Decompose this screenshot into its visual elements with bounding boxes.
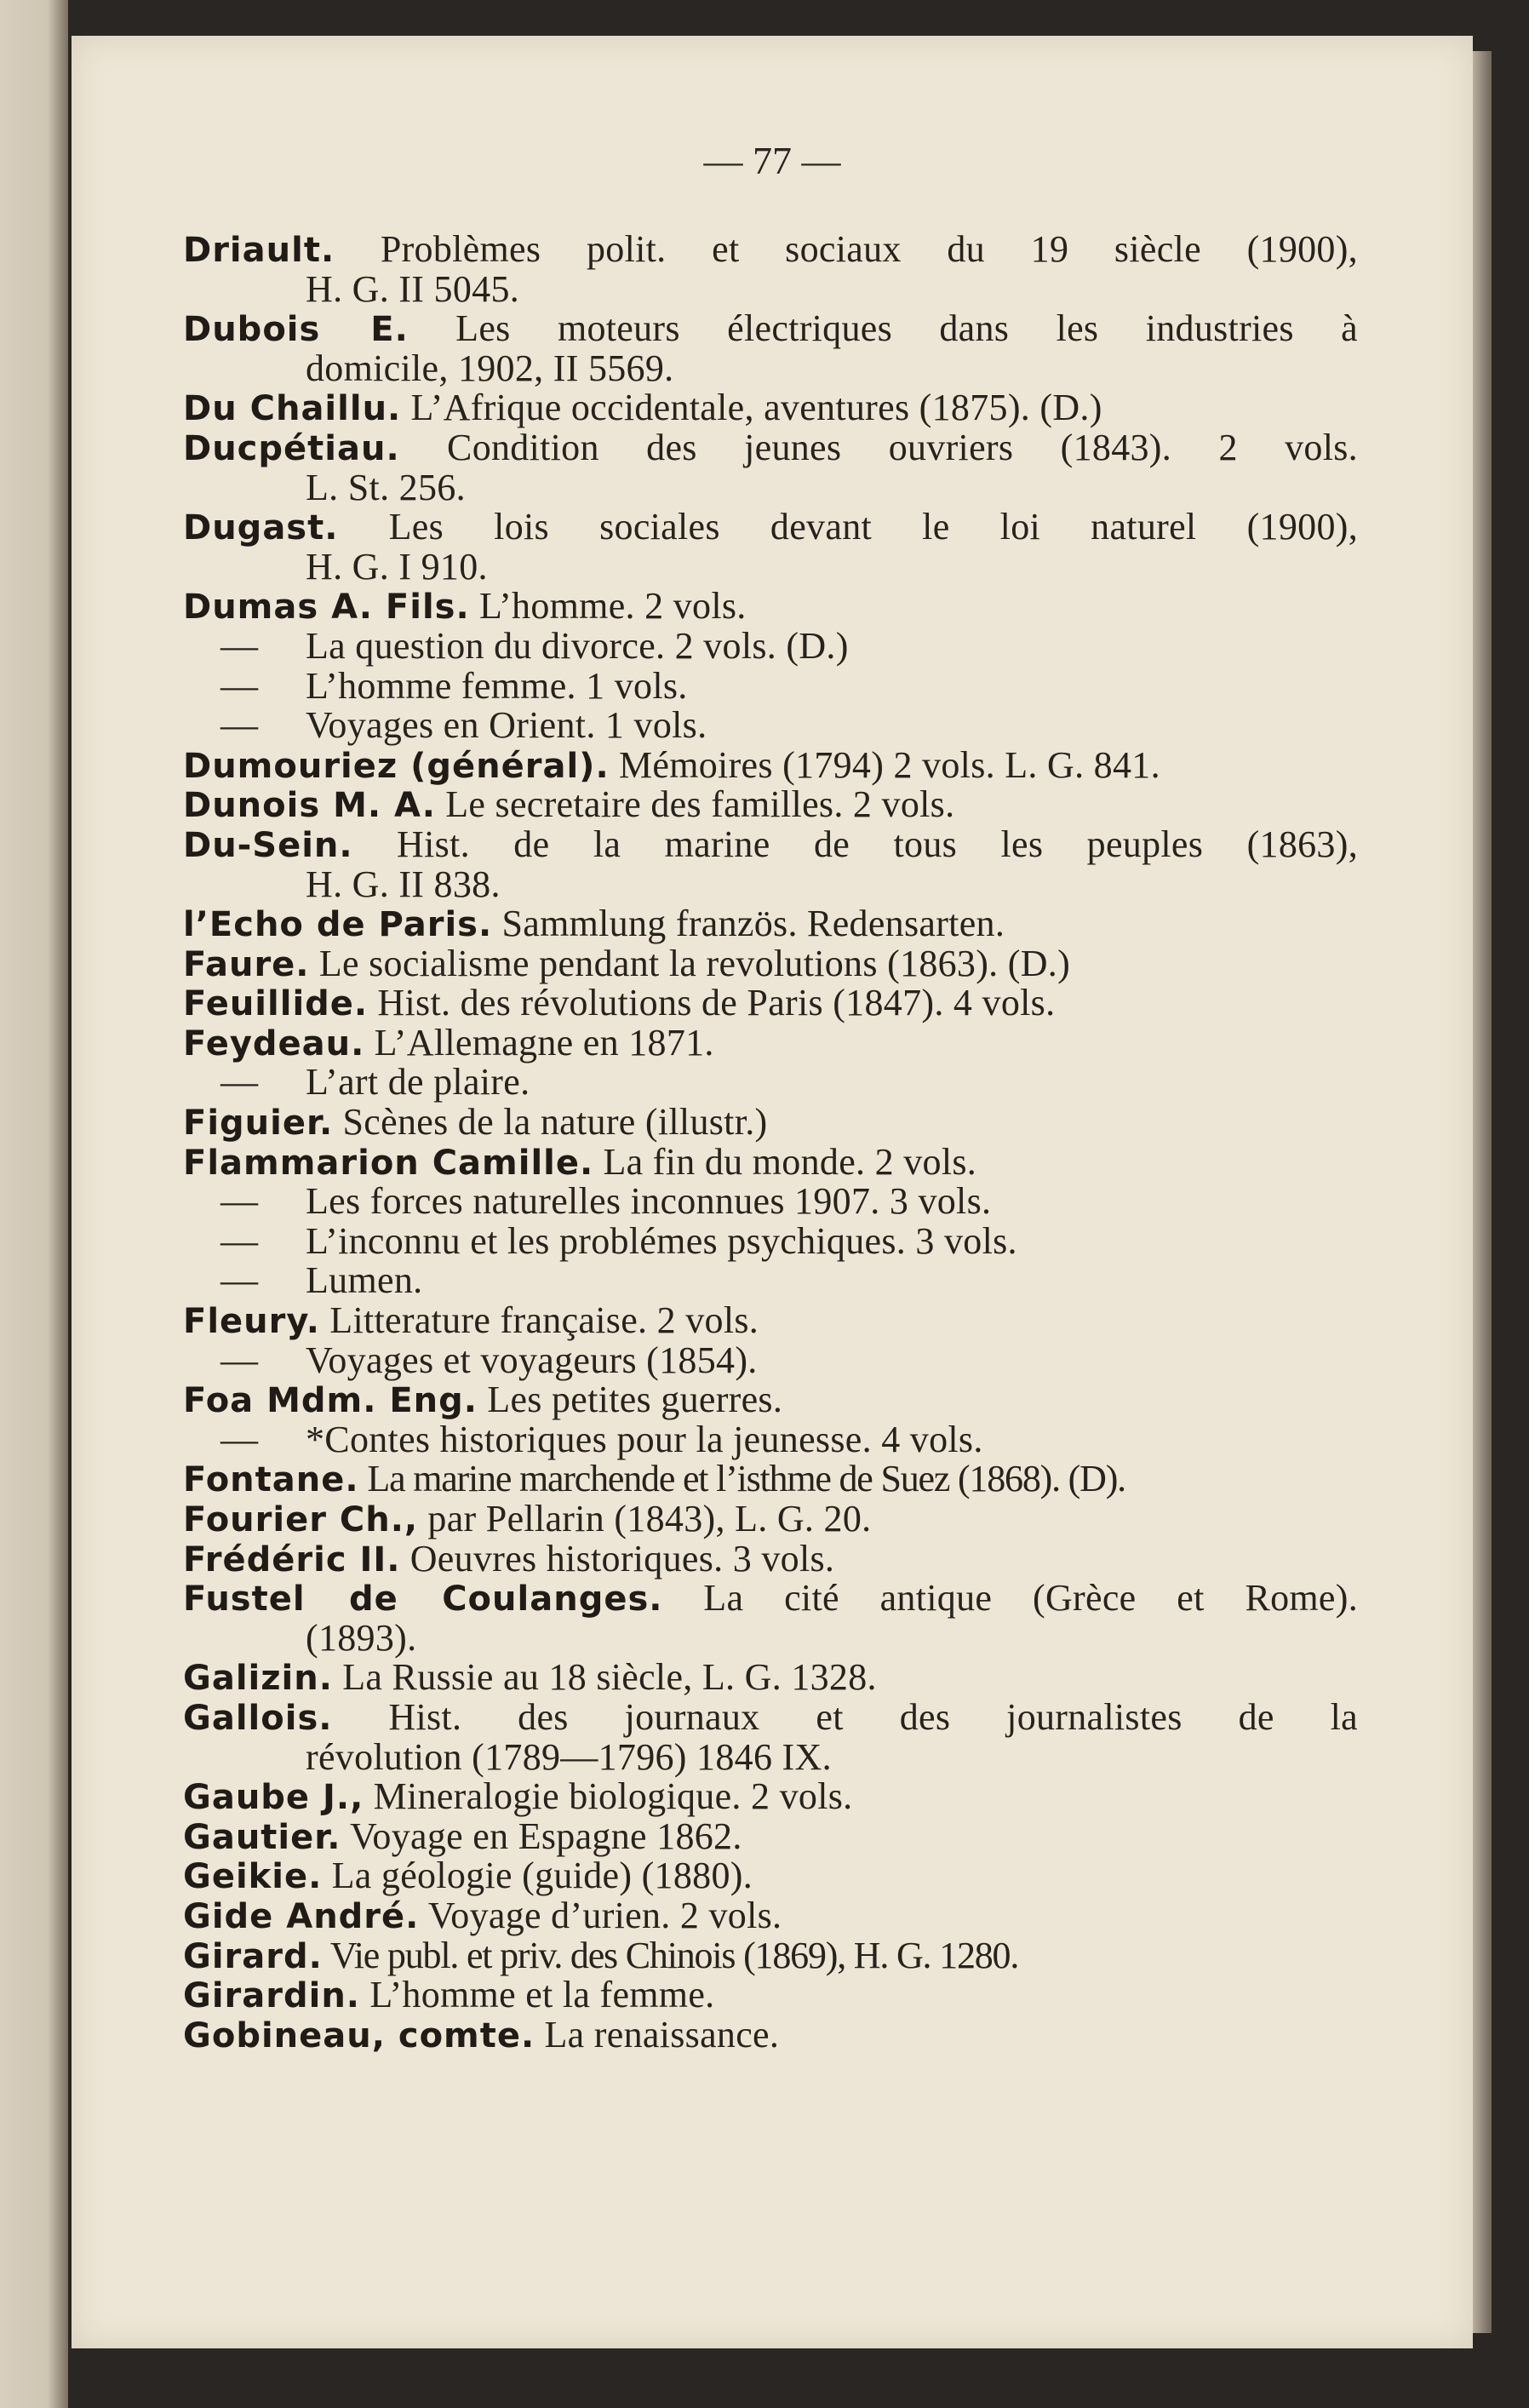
entry-line	[183, 1896, 1358, 1936]
entry-line	[183, 624, 1358, 667]
list-item	[183, 1182, 1358, 1222]
entry-continuation: (1893).	[306, 1616, 417, 1659]
entry-text: Voyages et voyageurs (1854).	[306, 1339, 758, 1381]
list-item	[183, 706, 1358, 746]
list-item	[183, 825, 1358, 904]
entry-author: Gautier.	[183, 1817, 341, 1857]
entry-text: La fin du monde. 2 vols.	[603, 1140, 977, 1183]
entry-line	[183, 1380, 1358, 1420]
entry-line	[183, 1420, 1358, 1460]
entry-text: L’homme femme. 1 vols.	[306, 664, 688, 707]
entry-line	[183, 743, 1358, 786]
entry-author: Gallois.	[183, 1698, 333, 1738]
entry-text: Hist. des révolutions de Paris (1847). 4 vols.	[377, 982, 1056, 1024]
entry-line	[183, 507, 1358, 548]
entry-text: L’homme et la femme.	[369, 1974, 715, 2016]
entry-text: Hist. des journaux et des journalistes de la	[388, 1695, 1358, 1738]
list-item	[183, 1140, 1358, 1183]
entry-text: Mineralogie biologique. 2 vols.	[373, 1775, 853, 1818]
entry-line	[183, 1856, 1358, 1896]
ditto-dash: —	[220, 1180, 259, 1223]
entry-author: Foa Mdm. Eng.	[183, 1381, 478, 1421]
entry-line	[183, 1975, 1358, 2015]
entry-line	[183, 1658, 1358, 1698]
list-item	[183, 1777, 1358, 1817]
ditto-dash: —	[220, 1418, 259, 1460]
list-item	[183, 587, 1358, 627]
entry-line	[183, 230, 1358, 270]
entry-line	[183, 664, 1358, 707]
entry-author: Dumouriez (général).	[183, 746, 610, 786]
list-item	[183, 1023, 1358, 1064]
entry-author: Galizin.	[183, 1659, 333, 1699]
entry-author: Feydeau.	[183, 1023, 365, 1064]
entry-author: Girardin.	[183, 1976, 361, 2016]
list-item	[183, 388, 1358, 428]
entry-text: Hist. de la marine de tous les peuples (1863),	[397, 823, 1358, 865]
entry-author: Dugast.	[183, 508, 339, 548]
list-item	[183, 785, 1358, 825]
list-item	[183, 1975, 1358, 2015]
list-item	[183, 507, 1358, 587]
entry-line	[183, 1219, 1358, 1262]
entry-author: Fontane.	[183, 1460, 359, 1500]
entry-author: Feuillide.	[183, 984, 369, 1024]
entry-text: La renaissance.	[544, 2013, 780, 2055]
entry-text: Voyage en Espagne 1862.	[350, 1815, 742, 1857]
entry-author: Dubois E.	[183, 310, 409, 350]
entry-text: Les petites guerres.	[487, 1379, 783, 1421]
entry-text: La marine marchende et l’isthme de Suez (1868). (D).	[367, 1458, 1125, 1500]
entry-continuation: L. St. 256.	[306, 466, 466, 508]
entry-author: Fourier Ch.,	[183, 1500, 419, 1539]
page-number: — 77 —	[703, 139, 841, 182]
entry-line	[183, 388, 1358, 428]
list-item	[183, 428, 1358, 507]
entry-text: Le socialisme pendant la revolutions (1863). (D.)	[318, 942, 1071, 984]
page-edge	[1473, 51, 1492, 2333]
entry-text: L’Afrique occidentale, aventures (1875). (D.)	[410, 387, 1102, 429]
entry-text: Les forces naturelles inconnues 1907. 3 vols.	[306, 1180, 992, 1223]
entry-text: Scènes de la nature (illustr.)	[342, 1101, 768, 1144]
list-item	[183, 1459, 1358, 1499]
entry-text: L’homme. 2 vols.	[478, 585, 747, 628]
entry-text: La géologie (guide) (1880).	[331, 1855, 753, 1897]
entry-text: La Russie au 18 siècle, L. G. 1328.	[342, 1656, 877, 1699]
entry-continuation: H. G. II 838.	[306, 863, 501, 905]
entry-line	[183, 1261, 1358, 1301]
entry-text: Voyage d’urien. 2 vols.	[427, 1894, 782, 1936]
list-item	[183, 2015, 1358, 2055]
list-item	[183, 309, 1358, 388]
entry-text: Litterature française. 2 vols.	[329, 1299, 759, 1342]
list-item	[183, 1499, 1358, 1539]
entry-text: Voyages en Orient. 1 vols.	[306, 704, 707, 747]
entry-author: Geikie.	[183, 1857, 323, 1897]
entry-author: l’Echo de Paris.	[183, 905, 493, 945]
entry-text: Condition des jeunes ouvriers (1843). 2 vols.	[447, 426, 1358, 468]
entry-text: L’art de plaire.	[306, 1061, 530, 1104]
entry-author: Gide André.	[183, 1896, 420, 1936]
entry-text: Sammlung französ. Redensarten.	[501, 903, 1005, 945]
entry-text: Le secretaire des familles. 2 vols.	[445, 783, 955, 826]
entry-line	[183, 1539, 1358, 1580]
entry-continuation: domicile, 1902, II 5569.	[306, 347, 674, 389]
entry-author: Fustel de Coulanges.	[183, 1580, 663, 1620]
list-item	[183, 944, 1358, 984]
list-item	[183, 1658, 1358, 1698]
entry-author: Driault.	[183, 231, 335, 270]
list-item	[183, 1817, 1358, 1857]
entry-continuation: révolution (1789—1796) 1846 IX.	[306, 1735, 832, 1778]
list-item	[183, 1936, 1358, 1976]
entry-line	[183, 1695, 1358, 1738]
ditto-dash: —	[220, 624, 259, 667]
ditto-dash: —	[220, 704, 259, 747]
list-item	[183, 904, 1358, 944]
book-cover-edge	[0, 0, 68, 2408]
entry-line	[183, 309, 1358, 349]
entry-author: Du-Sein.	[183, 825, 353, 865]
list-item	[183, 1420, 1358, 1460]
list-item	[183, 1896, 1358, 1936]
list-item	[183, 230, 1358, 309]
entry-line	[183, 825, 1358, 865]
entry-author: Faure.	[183, 944, 310, 984]
entry-line	[183, 587, 1358, 627]
entry-author: Gobineau, comte.	[183, 2015, 535, 2055]
entry-line	[183, 1499, 1358, 1539]
list-item	[183, 1341, 1358, 1381]
entry-text: Problèmes polit. et sociaux du 19 siècle (1900),	[380, 228, 1358, 270]
book-page	[72, 36, 1473, 2348]
entry-line	[183, 944, 1358, 984]
list-item	[183, 624, 1358, 667]
list-item	[183, 983, 1358, 1023]
ditto-dash: —	[220, 1339, 259, 1381]
list-item	[183, 1579, 1358, 1658]
list-item	[183, 1695, 1358, 1778]
entry-text: par Pellarin (1843), L. G. 20.	[427, 1498, 872, 1539]
entry-author: Frédéric II.	[183, 1539, 401, 1580]
ditto-dash: —	[220, 664, 259, 707]
entry-line	[183, 1103, 1358, 1143]
entry-line	[183, 1301, 1358, 1341]
entry-continuation: H. G. II 5045.	[306, 267, 520, 310]
bibliography-list	[183, 230, 1358, 2055]
entry-text: L’inconnu et les problémes psychiques. 3 vols.	[306, 1219, 1017, 1262]
entry-line	[183, 1182, 1358, 1222]
entry-text: Vie publ. et priv. des Chinois (1869), H. G. 1280.	[329, 1934, 1019, 1976]
entry-line	[183, 1817, 1358, 1857]
list-item	[183, 1261, 1358, 1301]
entry-line	[183, 1023, 1358, 1064]
entry-text: Les lois sociales devant le loi naturel (1900),	[388, 506, 1358, 548]
entry-line	[183, 1140, 1358, 1183]
entry-line	[183, 706, 1358, 746]
entry-line	[183, 904, 1358, 944]
entry-line	[183, 1777, 1358, 1817]
entry-author: Du Chaillu.	[183, 389, 402, 429]
entry-author: Flammarion Camille.	[183, 1143, 594, 1183]
entry-author: Dumas A. Fils.	[183, 588, 470, 628]
entry-text: La question du divorce. 2 vols. (D.)	[306, 624, 849, 667]
entry-line	[183, 1459, 1358, 1499]
list-item	[183, 1539, 1358, 1580]
entry-author: Fleury.	[183, 1302, 320, 1342]
list-item	[183, 1219, 1358, 1262]
entry-line	[183, 1936, 1358, 1976]
entry-author: Girard.	[183, 1936, 323, 1976]
list-item	[183, 1063, 1358, 1103]
list-item	[183, 1103, 1358, 1143]
list-item	[183, 1301, 1358, 1341]
entry-text: Mémoires (1794) 2 vols. L. G. 841.	[618, 743, 1160, 786]
list-item	[183, 1380, 1358, 1420]
entry-line	[183, 983, 1358, 1023]
entry-author: Figuier.	[183, 1104, 334, 1144]
entry-text: L’Allemagne en 1871.	[374, 1021, 714, 1064]
ditto-dash: —	[220, 1219, 259, 1262]
entry-text: Les moteurs électriques dans les industries à	[455, 307, 1358, 350]
entry-text: *Contes historiques pour la jeunesse. 4 vols.	[306, 1418, 983, 1460]
ditto-dash: —	[220, 1259, 259, 1302]
list-item	[183, 1856, 1358, 1896]
entry-text: La cité antique (Grèce et Rome).	[703, 1577, 1358, 1620]
entry-line	[183, 1063, 1358, 1103]
entry-author: Gaube J.,	[183, 1778, 364, 1818]
list-item	[183, 664, 1358, 707]
entry-author: Dunois M. A.	[183, 786, 436, 826]
list-item	[183, 743, 1358, 786]
entry-line	[183, 1579, 1358, 1619]
entry-line	[183, 785, 1358, 825]
entry-line	[183, 428, 1358, 468]
entry-line	[183, 1341, 1358, 1381]
entry-text: Lumen.	[306, 1259, 423, 1302]
entry-continuation: H. G. I 910.	[306, 545, 488, 588]
ditto-dash: —	[220, 1061, 259, 1104]
entry-text: Oeuvres historiques. 3 vols.	[409, 1537, 835, 1580]
entry-line	[183, 2015, 1358, 2055]
entry-author: Ducpétiau.	[183, 428, 400, 468]
